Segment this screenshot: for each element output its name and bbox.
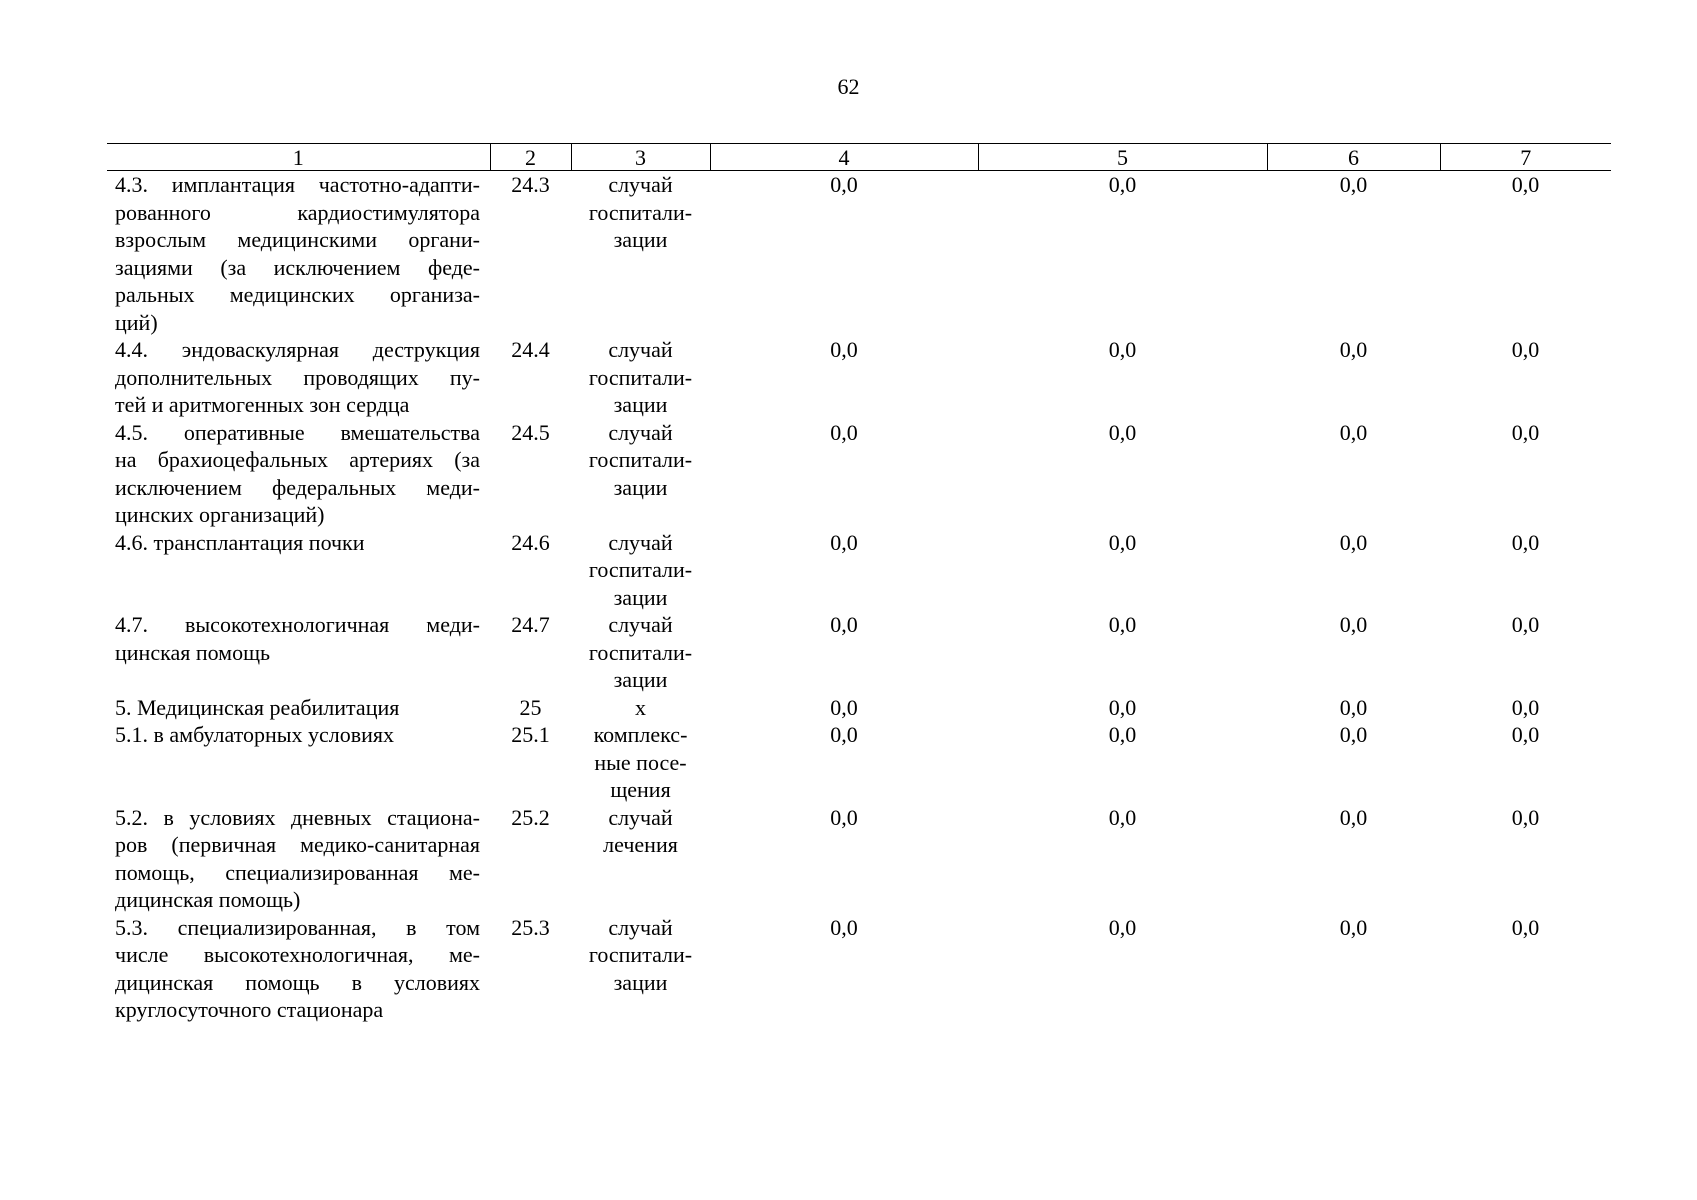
row-unit-cell	[571, 721, 710, 804]
row-name-line: исключением федеральных меди-	[115, 474, 480, 500]
row-unit-line: зации	[613, 667, 668, 692]
row-name-line: дополнительных проводящих пу-	[115, 364, 480, 390]
row-name-cell	[107, 611, 490, 694]
row-unit-line: зации	[613, 969, 668, 995]
column-header: 4	[710, 144, 978, 171]
row-unit-line: случай	[608, 914, 673, 940]
row-code-cell: 24.4	[511, 337, 550, 362]
row-name-line: тей и аритмогенных зон сердца	[115, 392, 410, 417]
row-name-line: числе высокотехнологичная, ме-	[115, 942, 480, 967]
row-unit-line: случай	[608, 419, 673, 445]
row-unit-line: зации	[613, 584, 668, 610]
row-unit-line: госпитали-	[588, 557, 693, 582]
row-name-line: рованного кардиостимулятора	[115, 199, 480, 225]
row-unit-line: госпитали-	[588, 199, 693, 225]
row-name-line: 5.2. в условиях дневных стациона-	[115, 804, 480, 830]
row-code-cell: 25.1	[511, 722, 550, 747]
row-value-cell: 0,0	[1511, 612, 1540, 637]
column-header: 7	[1440, 144, 1611, 171]
row-unit-line: ные посе-	[594, 749, 687, 775]
table-row	[107, 611, 1611, 694]
row-value-cell: 0,0	[830, 694, 858, 720]
row-unit-line: х	[635, 694, 646, 720]
row-name-line: ций)	[115, 309, 158, 335]
row-value-cell: 0,0	[830, 914, 858, 940]
page-number: 62	[837, 74, 860, 99]
row-name-line: 4.5. оперативные вмешательства	[115, 419, 480, 445]
table-row	[107, 419, 1611, 529]
row-unit-line: случай	[608, 172, 673, 197]
table-row	[107, 721, 1611, 804]
row-unit-line: зации	[613, 474, 668, 500]
row-value-cell: 0,0	[1108, 612, 1137, 637]
row-name-line: 4.7. высокотехнологичная меди-	[115, 612, 480, 637]
row-name-line: 5. Медицинская реабилитация	[115, 694, 400, 720]
table-body	[107, 171, 1611, 1024]
row-value-cell: 0,0	[1339, 337, 1368, 362]
row-name-line: зациями (за исключением феде-	[115, 254, 480, 280]
row-unit-line: зации	[613, 227, 668, 252]
row-name-cell	[107, 804, 490, 914]
row-name-line: 5.3. специализированная, в том	[115, 914, 480, 940]
row-code-cell: 24.5	[511, 419, 550, 445]
row-code-cell: 25.2	[511, 804, 550, 830]
row-value-cell: 0,0	[1108, 804, 1137, 830]
row-name-cell	[107, 171, 490, 337]
row-value-cell: 0,0	[830, 722, 858, 747]
row-value-cell: 0,0	[830, 804, 858, 830]
table-row	[107, 336, 1611, 419]
row-name-cell	[107, 419, 490, 529]
row-unit-cell	[571, 804, 710, 914]
row-value-cell: 0,0	[1511, 804, 1540, 830]
row-unit-line: госпитали-	[588, 364, 693, 390]
row-name-line: 4.4. эндоваскулярная деструкция	[115, 337, 480, 362]
column-header: 2	[490, 144, 571, 171]
row-value-cell: 0,0	[1108, 337, 1137, 362]
row-value-cell: 0,0	[1511, 419, 1540, 445]
row-code-cell: 25	[519, 694, 542, 720]
row-code-cell: 24.6	[511, 529, 550, 555]
row-name-cell	[107, 529, 490, 612]
row-value-cell: 0,0	[830, 612, 858, 637]
row-unit-line: зации	[613, 392, 668, 417]
row-code-cell: 24.7	[511, 612, 550, 637]
row-unit-line: лечения	[603, 832, 678, 857]
table-row	[107, 804, 1611, 914]
row-name-line: 4.6. трансплантация почки	[115, 529, 365, 555]
row-unit-line: госпитали-	[588, 942, 693, 967]
row-unit-line: щения	[610, 777, 671, 802]
row-name-cell	[107, 336, 490, 419]
row-name-line: круглосуточного стационара	[115, 997, 384, 1022]
row-unit-cell	[571, 914, 710, 1024]
row-value-cell: 0,0	[1339, 529, 1368, 555]
row-name-line: на брахиоцефальных артериях (за	[115, 447, 480, 472]
row-name-cell	[107, 721, 490, 804]
row-value-cell: 0,0	[1511, 722, 1540, 747]
row-value-cell: 0,0	[1511, 172, 1540, 197]
row-unit-cell	[571, 419, 710, 529]
row-name-line: ров (первичная медико-санитарная	[115, 832, 480, 857]
row-value-cell: 0,0	[1108, 722, 1137, 747]
row-code-cell: 25.3	[511, 914, 550, 940]
data-table	[107, 143, 1611, 1024]
row-name-cell	[107, 694, 490, 722]
row-unit-cell	[571, 529, 710, 612]
row-value-cell: 0,0	[1339, 419, 1368, 445]
row-value-cell: 0,0	[1511, 337, 1540, 362]
row-unit-line: случай	[608, 337, 673, 362]
row-name-line: 4.3. имплантация частотно-адапти-	[115, 172, 480, 197]
row-name-line: цинских организаций)	[115, 502, 325, 527]
row-value-cell: 0,0	[1339, 612, 1368, 637]
row-name-line: дицинская помощь в условиях	[115, 969, 480, 995]
row-unit-cell	[571, 336, 710, 419]
table-row	[107, 914, 1611, 1024]
row-value-cell: 0,0	[1339, 172, 1368, 197]
row-name-line: 5.1. в амбулаторных условиях	[115, 722, 395, 747]
row-unit-cell	[571, 611, 710, 694]
column-header: 5	[978, 144, 1267, 171]
table-row	[107, 694, 1611, 722]
row-value-cell: 0,0	[1339, 694, 1368, 720]
row-unit-line: случай	[608, 804, 673, 830]
row-value-cell: 0,0	[1511, 914, 1540, 940]
table-row	[107, 529, 1611, 612]
row-value-cell: 0,0	[830, 419, 858, 445]
row-value-cell: 0,0	[1339, 914, 1368, 940]
row-name-line: помощь, специализированная ме-	[115, 859, 480, 885]
row-value-cell: 0,0	[1108, 914, 1137, 940]
row-value-cell: 0,0	[1108, 694, 1137, 720]
row-value-cell: 0,0	[830, 172, 858, 197]
row-value-cell: 0,0	[1339, 722, 1368, 747]
row-unit-line: комплекс-	[593, 722, 688, 747]
header-row	[107, 144, 1611, 171]
row-name-line: цинская помощь	[115, 639, 271, 665]
row-unit-cell	[571, 694, 710, 722]
row-unit-cell	[571, 171, 710, 337]
row-value-cell: 0,0	[1108, 172, 1137, 197]
row-name-line: дицинская помощь)	[115, 887, 301, 912]
row-unit-line: случай	[608, 612, 673, 637]
row-value-cell: 0,0	[830, 337, 858, 362]
row-value-cell: 0,0	[1108, 419, 1137, 445]
row-code-cell: 24.3	[511, 172, 550, 197]
column-header: 1	[107, 144, 490, 171]
row-name-line: взрослым медицинскими органи-	[115, 227, 480, 252]
row-value-cell: 0,0	[1108, 529, 1137, 555]
row-value-cell: 0,0	[830, 529, 858, 555]
row-unit-line: случай	[608, 529, 673, 555]
row-value-cell: 0,0	[1511, 529, 1540, 555]
row-value-cell: 0,0	[1511, 694, 1540, 720]
row-unit-line: госпитали-	[588, 447, 693, 472]
row-name-cell	[107, 914, 490, 1024]
column-header: 6	[1267, 144, 1440, 171]
row-value-cell: 0,0	[1339, 804, 1368, 830]
table-row	[107, 171, 1611, 337]
row-unit-line: госпитали-	[588, 639, 693, 665]
row-name-line: ральных медицинских организа-	[115, 282, 480, 307]
column-header: 3	[571, 144, 710, 171]
